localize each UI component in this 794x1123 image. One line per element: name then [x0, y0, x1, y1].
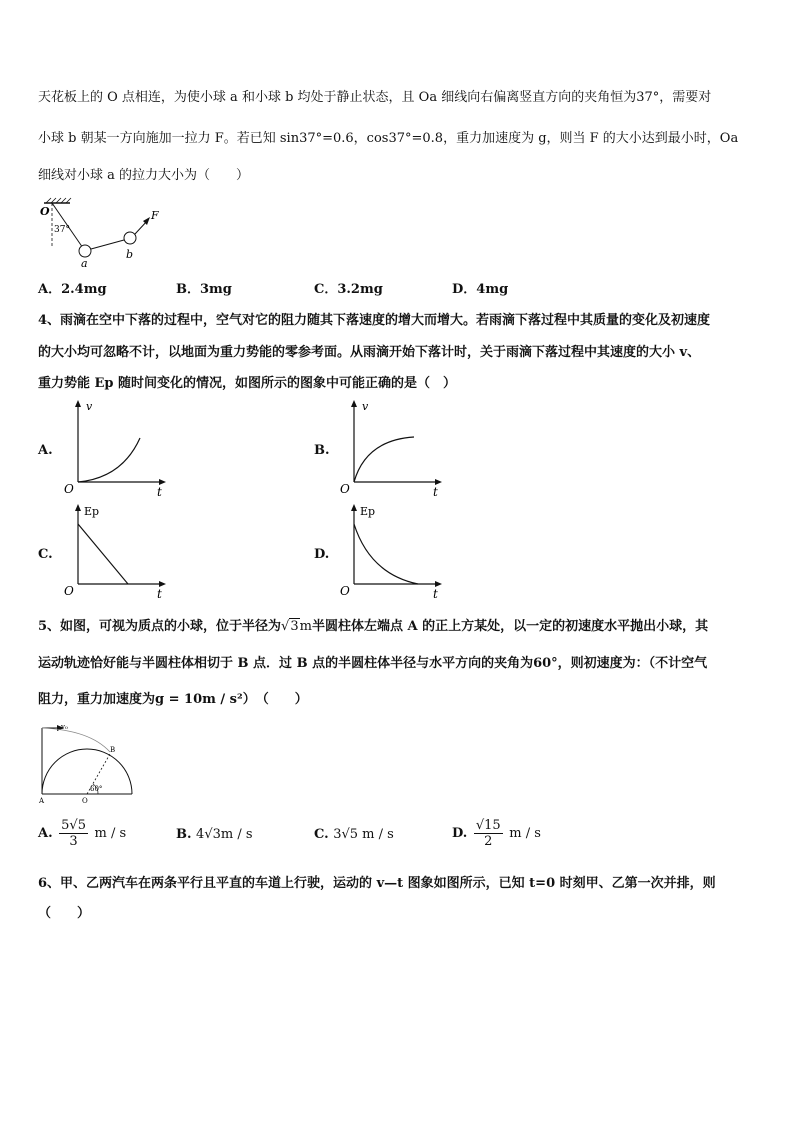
q3-fig-f: F [151, 209, 159, 222]
q5-option-d-unit: m / s [509, 826, 541, 841]
q6-text-line-2: （ ） [38, 906, 91, 921]
q5-fig-v0: v₀ [61, 723, 68, 731]
q4-a-v-label: v [86, 400, 93, 413]
q3-option-d: D．4mg [452, 282, 509, 297]
q4-label-c: C. [38, 547, 53, 562]
q5-radius: √3m [281, 619, 312, 634]
q3-fig-b: b [126, 248, 134, 261]
q3-option-c: C．3.2mg [314, 282, 383, 297]
q5-option-a-fraction [59, 818, 88, 849]
q5-option-c-label: C. [314, 827, 329, 842]
q3-text-line-3: 细线对小球 a 的拉力大小为（ ） [38, 168, 250, 183]
q3-option-a: A．2.4mg [38, 282, 107, 297]
q4-a-t-label: t [157, 485, 162, 499]
q5-figure [38, 720, 138, 810]
q4-text-line-3: 重力势能 Ep 随时间变化的情况，如图所示的图象中可能正确的是（ ） [38, 376, 457, 391]
q5-text-line-2: 运动轨迹恰好能与半圆柱体相切于 B 点．过 B 点的半圆柱体半径与水平方向的夹角为60°，则初速度为：（不计空气 [38, 656, 708, 671]
q5-option-b-value: 4√3m / s [196, 827, 253, 842]
q4-a-origin: O [64, 482, 74, 496]
q5-option-d [452, 818, 541, 849]
q5-option-d-denominator: 2 [484, 834, 493, 849]
q5-radius-value: 3 [290, 619, 299, 634]
q4-d-origin: O [340, 584, 350, 598]
q5-option-a-numerator: 5√5 [61, 818, 86, 833]
q4-graph-d [338, 502, 448, 602]
q5-option-c-value: 3√5 m / s [333, 827, 394, 842]
q4-graph-a [62, 398, 172, 498]
q5-option-a-denominator: 3 [69, 834, 78, 849]
q5-fig-angle: 60° [90, 785, 103, 793]
q5-option-a-label: A. [38, 826, 53, 841]
q4-c-origin: O [64, 584, 74, 598]
q3-fig-a: a [81, 257, 88, 270]
q5-fig-b: B [110, 746, 116, 754]
q3-figure [38, 200, 178, 270]
q4-label-b: B. [314, 443, 330, 458]
q5-line1-start: 5、如图，可视为质点的小球，位于半径为 [38, 619, 282, 634]
q5-fig-o: O [82, 797, 88, 805]
q4-b-v-label: v [362, 400, 369, 413]
q5-option-c [314, 827, 394, 843]
q4-d-t-label: t [433, 587, 438, 601]
q5-option-d-numerator: √15 [475, 818, 501, 833]
q4-text-line-2: 的大小均可忽略不计，以地面为重力势能的零参考面。从雨滴开始下落计时，关于雨滴下落过程中其速度的大小 v、 [38, 345, 701, 360]
q5-text-line-1 [38, 619, 708, 635]
q5-option-b [176, 827, 253, 843]
q5-option-d-label: D. [452, 826, 468, 841]
q3-text-line-1: 天花板上的 O 点相连，为使小球 a 和小球 b 均处于静止状态，且 Oa 细线向右偏离竖直方向的夹角恒为37°，需要对 [38, 90, 712, 105]
q3-fig-o: O [40, 205, 50, 218]
q3-text-line-2: 小球 b 朝某一方向施加一拉力 F。若已知 sin37°=0.6，cos37°=0.8，重力加速度为 g，则当 F 的大小达到最小时，Oa [38, 131, 739, 146]
q4-graph-c [62, 502, 172, 602]
q5-option-a [38, 818, 126, 849]
q5-option-b-label: B. [176, 827, 192, 842]
q5-radius-unit: m [299, 619, 312, 634]
q4-label-a: A. [38, 443, 53, 458]
q6-text-line-1: 6、甲、乙两汽车在两条平行且平直的车道上行驶，运动的 v—t 图象如图所示，已知 t=0 时刻甲、乙第一次并排，则 [38, 876, 716, 891]
q4-c-t-label: t [157, 587, 162, 601]
q4-b-origin: O [340, 482, 350, 496]
q4-label-d: D. [314, 547, 330, 562]
q5-option-a-unit: m / s [94, 826, 127, 841]
q4-graph-b [338, 398, 448, 498]
q3-option-b: B．3mg [176, 282, 232, 297]
q4-c-ep-label: Ep [84, 505, 100, 518]
q5-text-line-3: 阻力，重力加速度为g = 10m / s²） （ ） [38, 692, 308, 707]
q4-d-ep-label: Ep [360, 505, 376, 518]
q5-option-d-fraction [474, 818, 503, 849]
q5-line1-end: 半圆柱体左端点 A 的正上方某处，以一定的初速度水平抛出小球，其 [311, 619, 709, 634]
q4-text-line-1: 4、雨滴在空中下落的过程中，空气对它的阻力随其下落速度的增大而增大。若雨滴下落过程中其质量的变化及初速度 [38, 313, 711, 328]
q4-b-t-label: t [433, 485, 438, 499]
q3-fig-angle: 37° [54, 225, 70, 235]
q5-fig-a: A [39, 797, 45, 805]
